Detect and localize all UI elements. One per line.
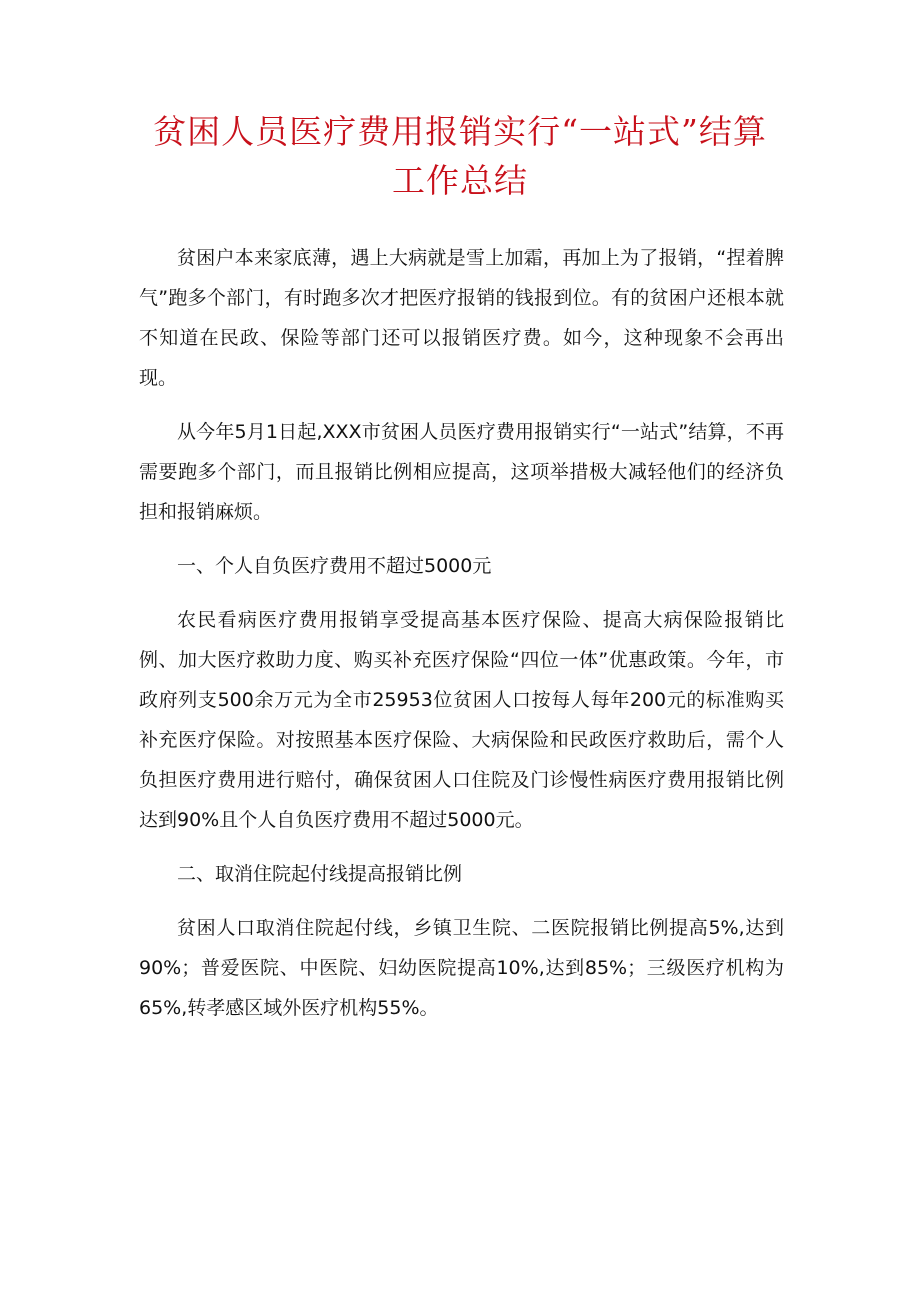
document-title-line-1: 贫困人员医疗费用报销实行“一站式”结算 (153, 112, 767, 151)
section-heading-2: 二、取消住院起付线提高报销比例 (177, 863, 463, 885)
document-body (139, 238, 784, 1042)
document-title-line-2: 工作总结 (392, 161, 528, 200)
section-heading-1: 一、个人自负医疗费用不超过5000元 (177, 555, 492, 577)
paragraph-section-2: 贫困人口取消住院起付线，乡镇卫生院、二医院报销比例提高5%,达到90%；普爱医院、中医院、妇幼医院提高10%,达到85%；三级医疗机构为65%,转孝感区域外医疗机构55%。 (139, 917, 784, 1019)
paragraph-section-1: 农民看病医疗费用报销享受提高基本医疗保险、提高大病保险报销比例、加大医疗救助力度、购买补充医疗保险“四位一体”优惠政策。今年，市政府列支500余万元为全市25953位贫困人口按每人每年200元的标准购买补充医疗保险。对按照基本医疗保险、大病保险和民政医疗救助后，需个人负担医疗费用进行赔付，确保贫困人口住院及门诊慢性病医疗费用报销比例达到90%且个人自负医疗费用不超过5000元。 (139, 609, 784, 831)
paragraph-intro: 贫困户本来家底薄，遇上大病就是雪上加霜，再加上为了报销，“捏着脾气”跑多个部门，有时跑多次才把医疗报销的钱报到位。有的贫困户还根本就不知道在民政、保险等部门还可以报销医疗费。如今，这种现象不会再出现。 (139, 247, 784, 389)
paragraph-policy-start: 从今年5月1日起,XXX市贫困人员医疗费用报销实行“一站式”结算，不再需要跑多个部门，而且报销比例相应提高，这项举措极大减轻他们的经济负担和报销麻烦。 (139, 421, 784, 523)
